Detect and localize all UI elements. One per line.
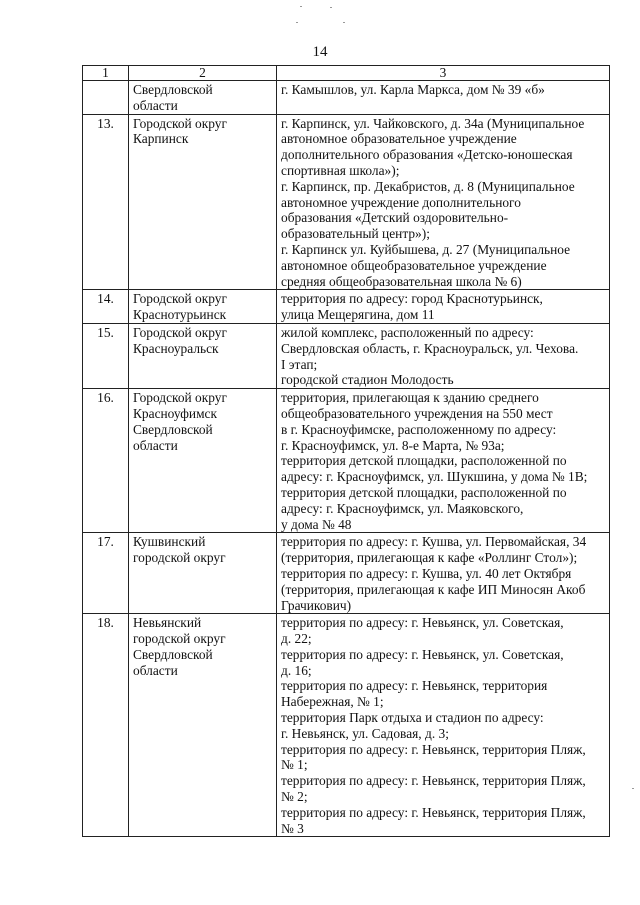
row-number: 16. bbox=[83, 389, 129, 533]
table-header-row bbox=[83, 66, 610, 81]
location-line: территория по адресу: г. Невьянск, территория bbox=[281, 678, 548, 694]
municipality-line: Красноуфимск bbox=[133, 405, 217, 421]
table-row bbox=[83, 114, 610, 290]
municipality-line: Городской округ bbox=[133, 390, 227, 406]
municipality-line: городской округ bbox=[133, 631, 226, 647]
municipality-cell bbox=[129, 389, 277, 533]
municipality-line: Городской округ bbox=[133, 291, 227, 307]
municipality-line: Свердловской bbox=[133, 82, 213, 97]
location-line: территория по адресу: г. Невьянск, территория Пляж, bbox=[281, 773, 586, 789]
location-line: г. Карпинск ул. Куйбышева, д. 27 (Муниципальное bbox=[281, 241, 571, 257]
locations-cell bbox=[277, 389, 610, 533]
municipality-line: Красноуральск bbox=[133, 340, 219, 356]
location-line: территория, прилегающая к зданию среднего bbox=[281, 390, 539, 406]
location-line: жилой комплекс, расположенный по адресу: bbox=[281, 324, 534, 340]
scan-speck bbox=[632, 788, 634, 789]
municipality-line: Кушвинский bbox=[133, 534, 206, 550]
location-line: г. Карпинск, пр. Декабристов, д. 8 (Муниципальное bbox=[281, 178, 575, 194]
location-line: дополнительного образования «Детско-юношеская bbox=[281, 147, 573, 163]
table-row bbox=[83, 614, 610, 837]
row-number: 15. bbox=[83, 323, 129, 388]
table-row bbox=[83, 389, 610, 533]
location-line: образования «Детский оздоровительно- bbox=[281, 210, 509, 226]
municipality-cell bbox=[129, 533, 277, 614]
venues-table bbox=[82, 65, 610, 837]
table-row bbox=[83, 323, 610, 388]
location-line: городской стадион Молодость bbox=[281, 372, 454, 388]
table-row bbox=[83, 81, 610, 115]
municipality-line: Городской округ bbox=[133, 115, 227, 131]
location-line: д. 16; bbox=[281, 662, 312, 678]
location-line: № 1; bbox=[281, 757, 308, 773]
location-line: территория по адресу: г. Кушва, ул. 40 лет Октября bbox=[281, 565, 572, 581]
row-number: 14. bbox=[83, 290, 129, 324]
municipality-line: области bbox=[133, 97, 178, 113]
column-header-municipality: 2 bbox=[129, 66, 277, 81]
location-line: территория Парк отдыха и стадион по адресу: bbox=[281, 710, 544, 726]
location-line: д. 22; bbox=[281, 631, 312, 647]
location-line: территория по адресу: г. Кушва, ул. Первомайская, 34 bbox=[281, 534, 587, 550]
location-line: территория по адресу: город Краснотурьинск, bbox=[281, 291, 543, 307]
municipality-line: Свердловской bbox=[133, 421, 213, 437]
column-header-number: 1 bbox=[83, 66, 129, 81]
municipality-line: Карпинск bbox=[133, 131, 189, 147]
municipality-cell bbox=[129, 290, 277, 324]
locations-cell bbox=[277, 614, 610, 837]
location-line: образовательный центр»); bbox=[281, 226, 430, 242]
location-line: территория детской площадки, расположенной по bbox=[281, 453, 567, 469]
municipality-line: городской округ bbox=[133, 550, 226, 566]
location-line: автономное общеобразовательное учреждение bbox=[281, 257, 547, 273]
location-line: Свердловская область, г. Красноуральск, ул. Чехова. bbox=[281, 340, 579, 356]
municipality-line: области bbox=[133, 662, 178, 678]
scan-speck bbox=[300, 6, 302, 7]
location-line: автономное учреждение дополнительного bbox=[281, 194, 521, 210]
municipality-line: области bbox=[133, 437, 178, 453]
location-line: Набережная, № 1; bbox=[281, 694, 384, 710]
municipality-cell bbox=[129, 81, 277, 115]
location-line: улица Мещерягина, дом 11 bbox=[281, 307, 435, 323]
locations-cell bbox=[277, 114, 610, 290]
municipality-line: Краснотурьинск bbox=[133, 307, 227, 323]
location-line: автономное образовательное учреждение bbox=[281, 131, 517, 147]
municipality-line: Невьянский bbox=[133, 615, 202, 631]
locations-cell bbox=[277, 81, 610, 115]
page-number: 14 bbox=[312, 44, 328, 60]
location-line: средняя общеобразовательная школа № 6) bbox=[281, 273, 522, 289]
location-line: у дома № 48 bbox=[281, 516, 352, 532]
locations-cell bbox=[277, 290, 610, 324]
location-line: в г. Красноуфимске, расположенному по адресу: bbox=[281, 421, 557, 437]
location-line: г. Красноуфимск, ул. 8-е Марта, № 93а; bbox=[281, 437, 505, 453]
municipality-cell bbox=[129, 114, 277, 290]
location-line: Грачикович) bbox=[281, 597, 352, 613]
locations-cell bbox=[277, 323, 610, 388]
row-number: 13. bbox=[83, 114, 129, 290]
table-row bbox=[83, 290, 610, 324]
location-line: территория по адресу: г. Невьянск, ул. Советская, bbox=[281, 646, 564, 662]
row-number bbox=[83, 81, 129, 115]
location-line: № 3 bbox=[281, 820, 304, 836]
scan-speck bbox=[330, 7, 332, 8]
municipality-line: Городской округ bbox=[133, 324, 227, 340]
location-line: территория по адресу: г. Невьянск, ул. Советская, bbox=[281, 615, 564, 631]
location-line: I этап; bbox=[281, 356, 318, 372]
location-line: г. Камышлов, ул. Карла Маркса, дом № 39 «б» bbox=[281, 82, 545, 97]
location-line: г. Карпинск, ул. Чайковского, д. 34а (Муниципальное bbox=[281, 115, 585, 131]
scan-speck bbox=[343, 22, 345, 23]
location-line: территория по адресу: г. Невьянск, территория Пляж, bbox=[281, 804, 586, 820]
scan-speck bbox=[296, 22, 298, 23]
municipality-line: Свердловской bbox=[133, 646, 213, 662]
location-line: территория по адресу: г. Невьянск, территория Пляж, bbox=[281, 741, 586, 757]
location-line: общеобразовательного учреждения на 550 мест bbox=[281, 405, 553, 421]
locations-cell bbox=[277, 533, 610, 614]
municipality-cell bbox=[129, 614, 277, 837]
location-line: (территория, прилегающая к кафе «Роллинг Стол»); bbox=[281, 550, 578, 566]
location-line: г. Невьянск, ул. Садовая, д. 3; bbox=[281, 725, 449, 741]
row-number: 17. bbox=[83, 533, 129, 614]
row-number: 18. bbox=[83, 614, 129, 837]
column-header-locations: 3 bbox=[277, 66, 610, 81]
location-line: (территория, прилегающая к кафе ИП Миносян Акоб bbox=[281, 581, 586, 597]
location-line: адресу: г. Красноуфимск, ул. Шукшина, у дома № 1В; bbox=[281, 469, 588, 485]
location-line: № 2; bbox=[281, 789, 308, 805]
location-line: спортивная школа»); bbox=[281, 162, 400, 178]
location-line: адресу: г. Красноуфимск, ул. Маяковского, bbox=[281, 500, 524, 516]
municipality-cell bbox=[129, 323, 277, 388]
table-row bbox=[83, 533, 610, 614]
location-line: территория детской площадки, расположенной по bbox=[281, 484, 567, 500]
